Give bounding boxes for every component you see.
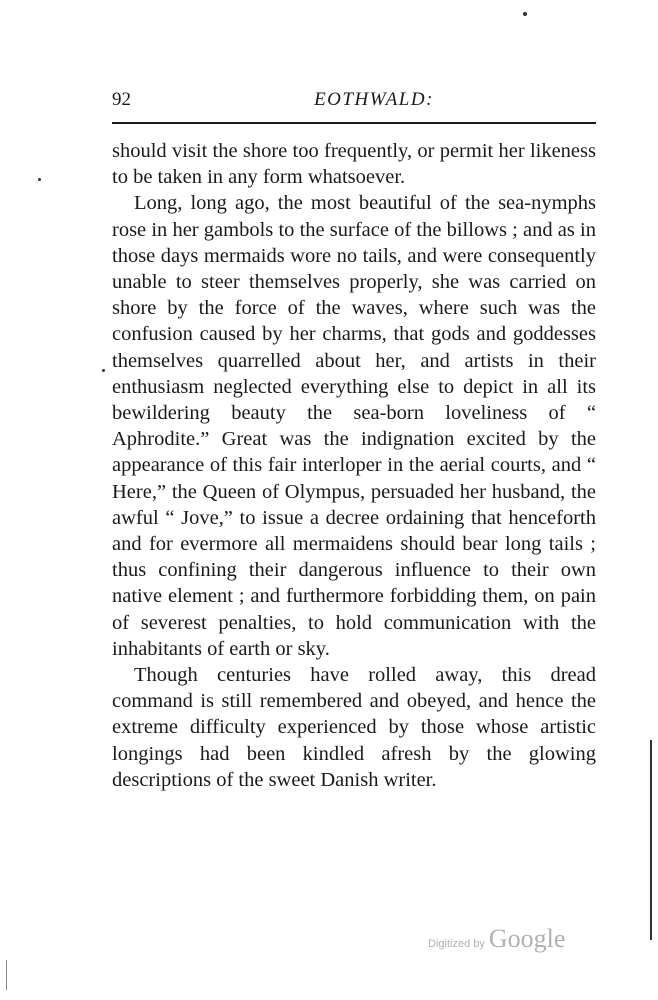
- page-number: 92: [112, 89, 131, 110]
- paragraph-2: Long, long ago, the most beautiful of the sea-nymphs rose in her gambols to the surface of the billows ; and as in those days mermaids wore no tails, and were consequently unable to steer themselves properly, she was carried on shore by the force of the waves, where such was the confusion caused by her charms, that gods and goddesses themselves quarrelled about her, and artists in their enthusiasm neglected everything else to depict in all its bewildering beauty the sea-born loveliness of “ Aphrodite.” Great was the indignation excited by the appearance of this fair interloper in the aerial courts, and “ Here,” the Queen of Olympus, persuaded her husband, the awful “ Jove,” to issue a decree ordaining that henceforth and for evermore all mermaidens should bear long tails ; thus confining their dangerous influence to their own native element ; and furthermore forbidding them, on pain of severest penalties, to hold communication with the inhabitants of earth or sky.: [112, 192, 596, 660]
- scan-speck-left: [38, 178, 41, 181]
- paragraph-1: should visit the shore too frequently, or permit her likeness to be taken in any form whatsoever.: [112, 140, 596, 189]
- running-title: EOTHWALD:: [314, 89, 434, 110]
- scan-speck-margin: [102, 369, 105, 372]
- scan-speck-top: [523, 12, 527, 16]
- paragraph-3: Though centuries have rolled away, this dread command is still remembered and obeyed, and hence the extreme difficulty experienced by those whose artistic longings had been kindled afresh by the glowing descriptions of the sweet Danish writer.: [112, 664, 596, 791]
- digitized-watermark: [428, 924, 565, 958]
- scan-edge-line-left: [6, 960, 7, 990]
- scan-edge-line-right: [650, 740, 652, 940]
- watermark-brand: Google: [488, 924, 566, 953]
- watermark-prefix: Digitized by: [428, 938, 485, 950]
- header-rule: [112, 122, 596, 124]
- body-text: [112, 138, 596, 793]
- page-header: [112, 86, 596, 114]
